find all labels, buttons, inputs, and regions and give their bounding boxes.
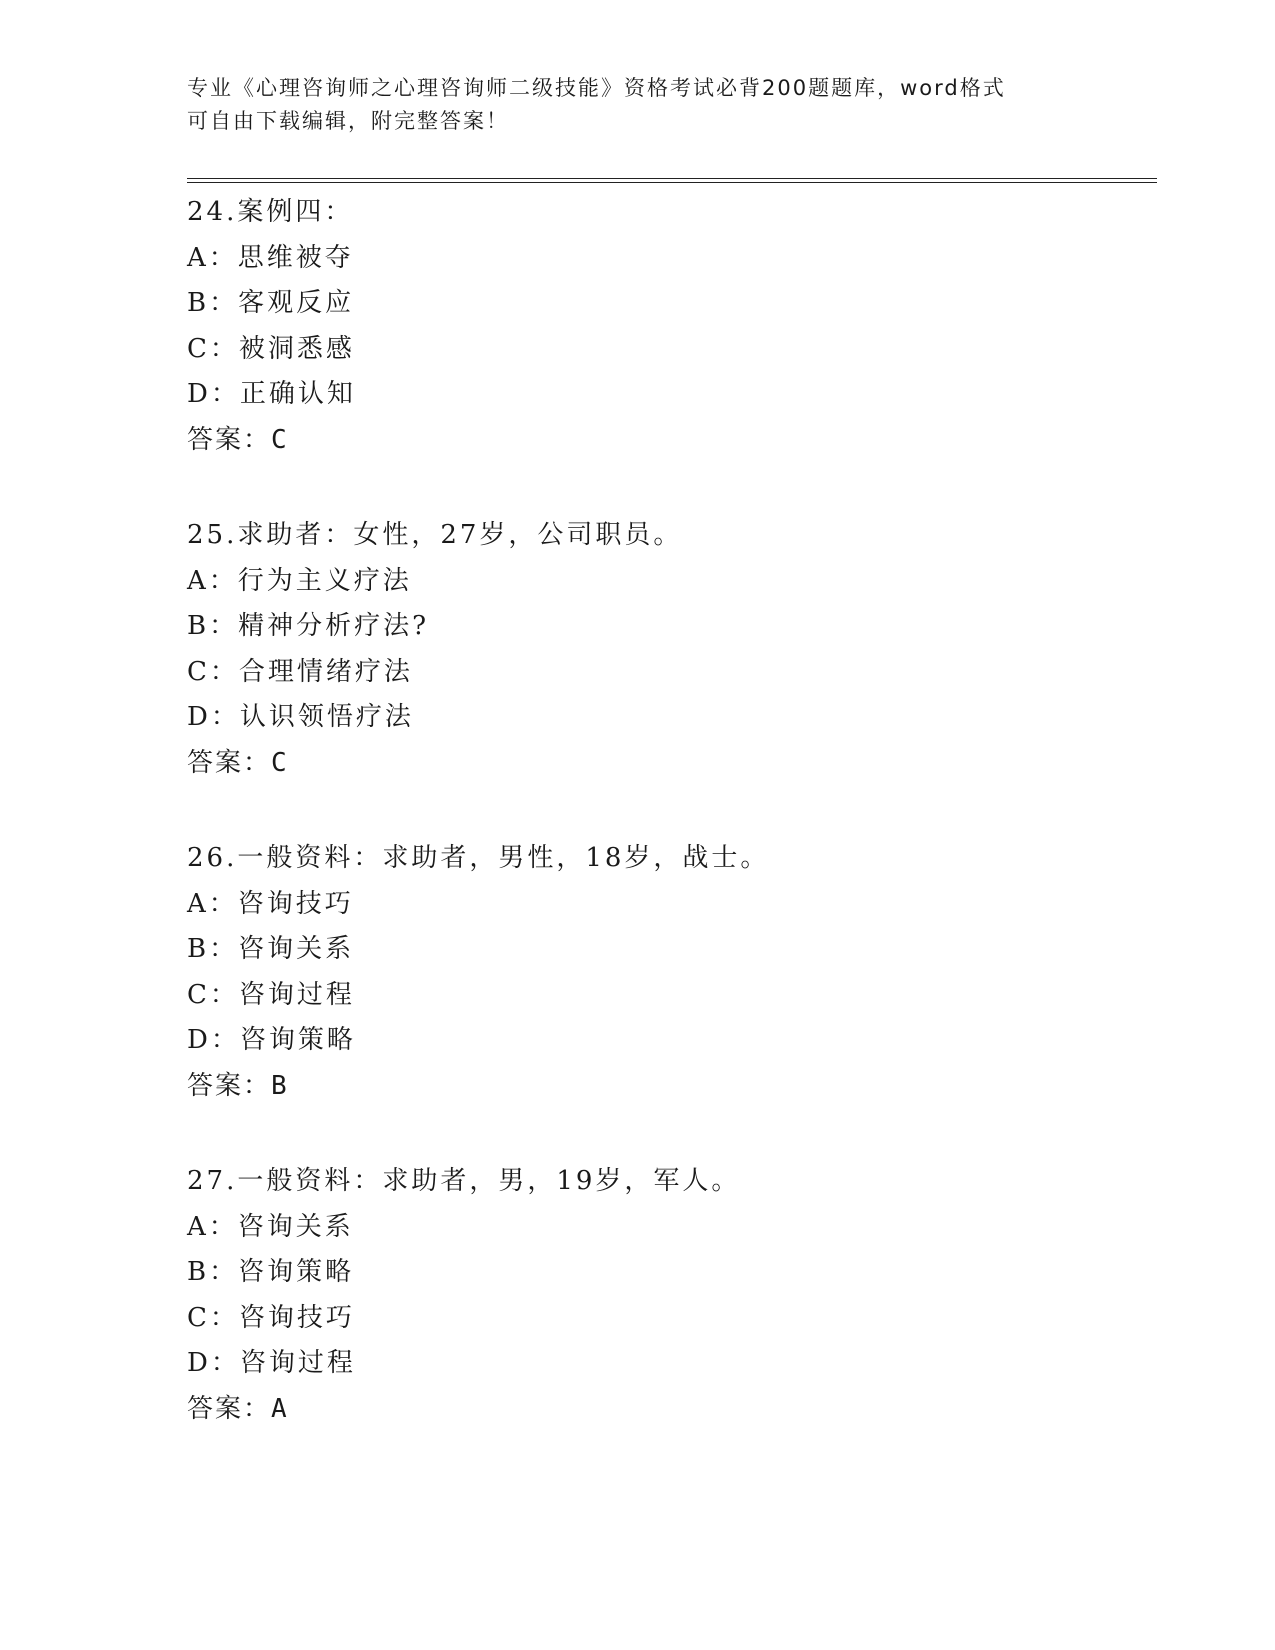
option-b: B：咨询策略 bbox=[187, 1257, 355, 1287]
option-b: B：客观反应 bbox=[187, 288, 355, 318]
question-stem: 26.一般资料：求助者，男性，18岁，战士。 bbox=[187, 843, 770, 873]
option-d: D：认识领悟疗法 bbox=[187, 702, 414, 732]
question-27 bbox=[187, 1159, 1147, 1432]
option-a: A：行为主义疗法 bbox=[187, 565, 412, 596]
option-d: D：咨询过程 bbox=[187, 1348, 356, 1378]
question-stem: 25.求助者：女性，27岁，公司职员。 bbox=[187, 520, 683, 550]
option-d: D：正确认知 bbox=[187, 379, 356, 409]
answer-label: 答案： bbox=[187, 424, 272, 455]
answer-row bbox=[187, 1387, 1147, 1433]
option-a: A：思维被夺 bbox=[187, 242, 354, 273]
header-line-2: 可自由下载编辑，附完整答案！ bbox=[187, 109, 509, 133]
answer-value: A bbox=[271, 1393, 289, 1424]
option-b: B：精神分析疗法? bbox=[187, 611, 430, 641]
option-c: C：咨询技巧 bbox=[187, 1302, 355, 1333]
answer-value: B bbox=[271, 1070, 289, 1101]
question-24 bbox=[187, 190, 1147, 463]
option-c: C：咨询过程 bbox=[187, 979, 355, 1010]
answer-row bbox=[187, 1064, 1147, 1110]
question-25 bbox=[187, 513, 1147, 786]
option-a: A：咨询技巧 bbox=[187, 888, 354, 919]
option-a: A：咨询关系 bbox=[187, 1211, 354, 1242]
document-header bbox=[187, 72, 1087, 138]
question-stem: 27.一般资料：求助者，男，19岁，军人。 bbox=[187, 1166, 741, 1196]
answer-label: 答案： bbox=[187, 1070, 272, 1101]
option-b: B：咨询关系 bbox=[187, 934, 355, 964]
question-26 bbox=[187, 836, 1147, 1109]
answer-value: C bbox=[271, 424, 289, 455]
option-d: D：咨询策略 bbox=[187, 1025, 356, 1055]
option-c: C：被洞悉感 bbox=[187, 333, 355, 364]
question-stem: 24.案例四： bbox=[187, 197, 354, 227]
answer-value: C bbox=[271, 747, 289, 778]
option-c: C：合理情绪疗法 bbox=[187, 656, 413, 687]
answer-row bbox=[187, 741, 1147, 787]
answer-label: 答案： bbox=[187, 747, 272, 778]
header-line-1: 专业《心理咨询师之心理咨询师二级技能》资格考试必背200题题库，word格式 bbox=[187, 76, 1006, 100]
answer-row bbox=[187, 418, 1147, 464]
question-list bbox=[187, 190, 1147, 1482]
answer-label: 答案： bbox=[187, 1393, 272, 1424]
header-divider bbox=[187, 178, 1157, 183]
